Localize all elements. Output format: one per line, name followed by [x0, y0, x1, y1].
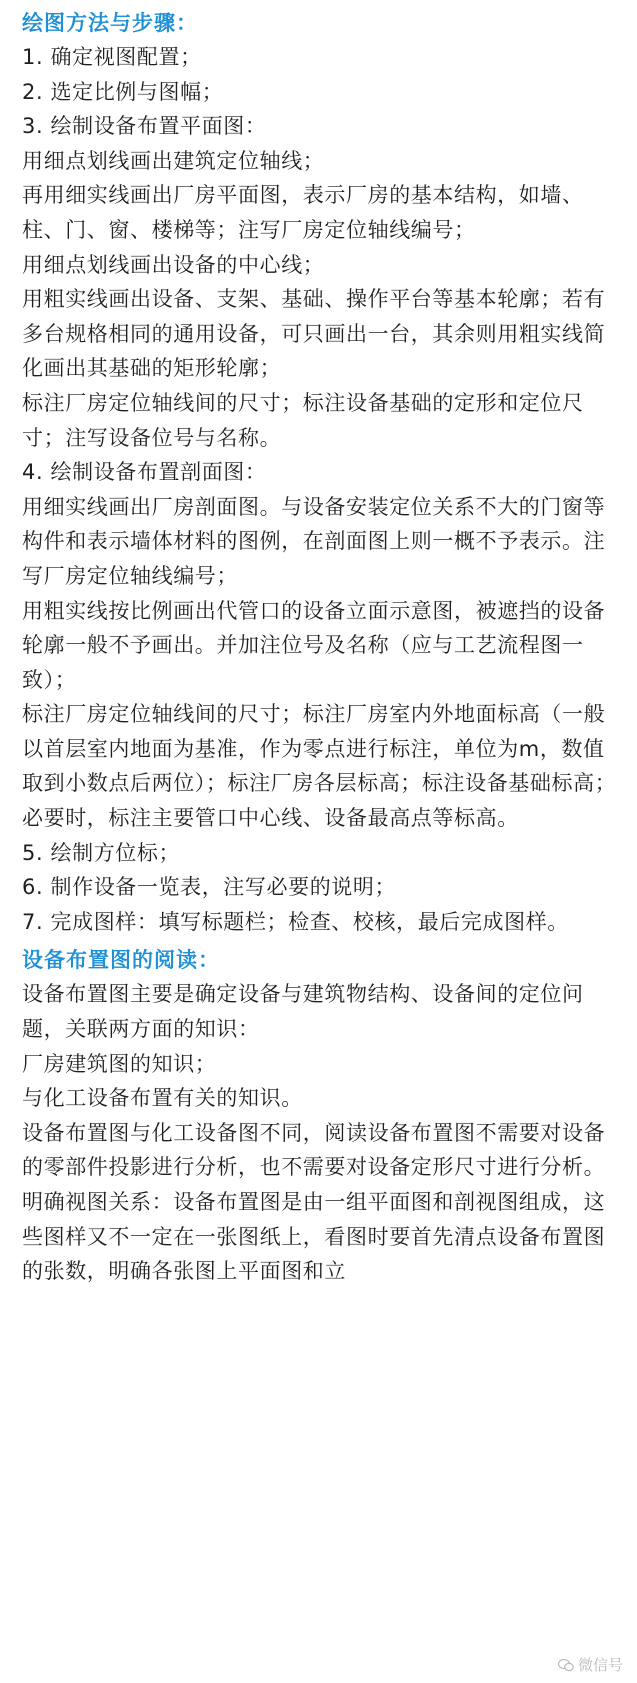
paragraph: 7. 完成图样：填写标题栏；检查、校核，最后完成图样。	[22, 909, 569, 934]
paragraph: 1. 确定视图配置；	[22, 45, 202, 69]
paragraph: 厂房建筑图的知识；	[22, 1051, 217, 1076]
paragraph: 再用细实线画出厂房平面图，表示厂房的基本结构，如墙、柱、门、窗、楼梯等；注写厂房定位轴线编号；	[22, 183, 584, 242]
paragraph: 用粗实线画出设备、支架、基础、操作平台等基本轮廓；若有多台规格相同的通用设备，可只画出一台，其余则用粗实线简化画出其基础的矩形轮廓；	[22, 287, 606, 381]
section-heading-reading: 设备布置图的阅读：	[22, 948, 220, 973]
paragraph: 4. 绘制设备布置剖面图：	[22, 460, 267, 485]
watermark	[554, 1654, 627, 1675]
paragraph: 6. 制作设备一览表，注写必要的说明；	[22, 875, 397, 900]
section-reading	[22, 977, 622, 1288]
paragraph: 与化工设备布置有关的知识。	[22, 1086, 303, 1111]
paragraph: 用细实线画出厂房剖面图。与设备安装定位关系不大的门窗等构件和表示墙体材料的图例，在剖面图上则一概不予表示。注写厂房定位轴线编号；	[22, 494, 606, 588]
watermark-text: 微信号	[577, 1656, 623, 1674]
paragraph: 用细点划线画出设备的中心线；	[22, 252, 325, 277]
paragraph: 设备布置图主要是确定设备与建筑物结构、设备间的定位问题，关联两方面的知识：	[22, 982, 584, 1042]
section-heading-drawing-steps: 绘图方法与步骤：	[22, 11, 198, 35]
paragraph: 5. 绘制方位标；	[22, 840, 181, 865]
paragraph: 标注厂房定位轴线间的尺寸；标注厂房室内外地面标高（一般以首层室内地面为基准，作为零点进行标注，单位为m，数值取到小数点后两位）；标注厂房各层标高；标注设备基础标高；必要时，标注主要管口中心线、设备最高点等标高。	[22, 702, 617, 831]
paragraph: 明确视图关系：设备布置图是由一组平面图和剖视图组成，这些图样又不一定在一张图纸上，看图时要首先清点设备布置图的张数，明确各张图上平面图和立	[22, 1190, 606, 1284]
paragraph: 标注厂房定位轴线间的尺寸；标注设备基础的定形和定位尺寸；注写设备位号与名称。	[22, 390, 584, 450]
paragraph: 3. 绘制设备布置平面图：	[22, 114, 267, 139]
paragraph: 设备布置图与化工设备图不同，阅读设备布置图不需要对设备的零部件投影进行分析，也不需要对设备定形尺寸进行分析。	[22, 1120, 606, 1180]
wechat-icon	[558, 1658, 574, 1672]
section-drawing-steps	[22, 40, 622, 939]
article-body	[22, 6, 622, 1289]
paragraph: 2. 选定比例与图幅；	[22, 79, 224, 104]
paragraph: 用细点划线画出建筑定位轴线；	[22, 148, 325, 173]
paragraph: 用粗实线按比例画出代管口的设备立面示意图，被遮挡的设备轮廓一般不予画出。并加注位号及名称（应与工艺流程图一致）；	[22, 598, 606, 692]
